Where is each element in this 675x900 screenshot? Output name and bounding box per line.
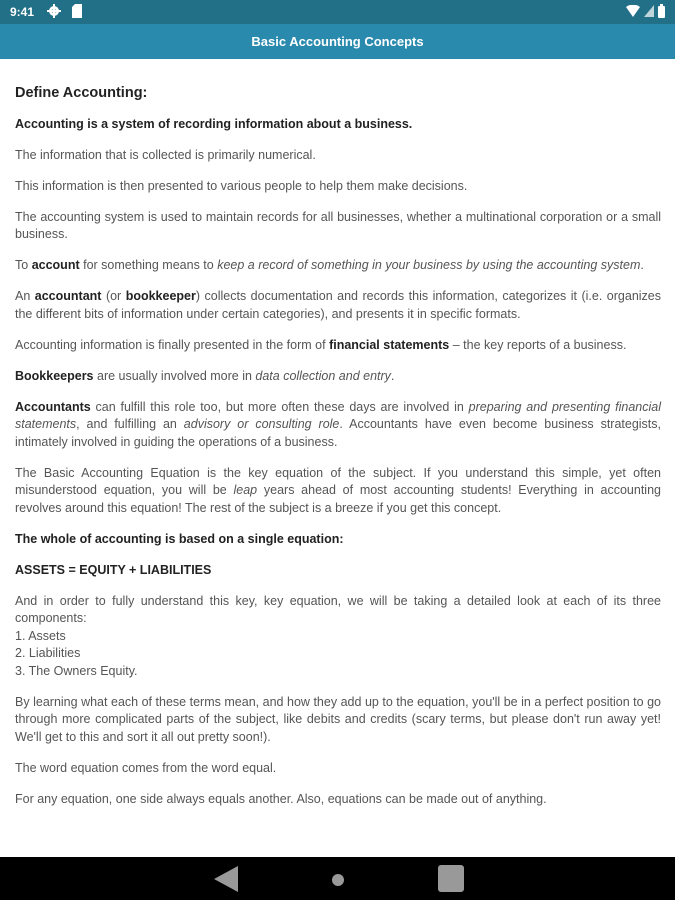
recents-button[interactable] <box>438 865 464 892</box>
list-item: 3. The Owners Equity. <box>15 663 138 678</box>
page-title: Basic Accounting Concepts <box>251 34 424 49</box>
paragraph <box>15 465 661 518</box>
paragraph <box>15 257 661 275</box>
signal-icon <box>644 5 654 17</box>
text: . <box>390 368 395 383</box>
paragraph <box>15 337 661 355</box>
paragraph: The information that is collected is primarily numerical. <box>15 147 316 162</box>
status-bar <box>0 0 675 24</box>
text: (or <box>101 289 126 303</box>
bold-text: bookkeeper <box>125 289 196 303</box>
text: And in order to fully understand this key, key equation, we will be taking a detailed look at each of its three components: <box>15 593 661 625</box>
text: . <box>640 258 644 272</box>
navigation-bar <box>0 857 675 900</box>
paragraph: This information is then presented to various people to help them make decisions. <box>15 178 468 193</box>
text: can fulfill this role too, but more often these days are involved in <box>90 399 469 414</box>
status-icons <box>626 4 665 18</box>
italic-text: leap <box>233 483 258 497</box>
text: for something means to <box>79 258 218 272</box>
text: An <box>15 289 35 303</box>
section-heading: Define Accounting: <box>15 85 148 101</box>
battery-icon <box>658 4 665 18</box>
italic-text: keep a record of something in your business by using the accounting system <box>217 258 641 272</box>
italic-text: preparing and presenting financial statements <box>15 399 661 431</box>
text: To <box>15 258 32 272</box>
bold-text: account <box>31 258 80 272</box>
home-button[interactable] <box>332 874 344 886</box>
paragraph: Accounting is a system of recording information about a business. <box>15 116 413 131</box>
list-item: 1. Assets <box>15 628 66 643</box>
bold-text: Accountants <box>15 399 91 414</box>
back-button[interactable] <box>214 866 238 892</box>
paragraph: By learning what each of these terms mean, and how they add up to the equation, you'll be in a perfect position to go through more complicated parts of the subject, like debits and credits (scary terms, but please don't run away yet! We'll get to this and sort it all out pretty soon!). <box>15 694 661 744</box>
text: are usually involved more in <box>93 368 256 383</box>
article-content <box>15 85 661 822</box>
text: – the key reports of a business. <box>449 337 627 352</box>
paragraph <box>15 399 661 452</box>
text: ) collects documentation and records this information, categorizes it (i.e. organizes the different bits of information under certain categories), and presents it in specific formats. <box>15 289 662 321</box>
text: . Accountants have even become business strategists, intimately involved in guiding the operations of a business. <box>15 417 662 449</box>
paragraph: The accounting system is used to maintain records for all businesses, whether a multinational corporation or a small business. <box>15 209 661 241</box>
text: The Basic Accounting Equation is the key equation of the subject. If you understand this simple, yet often misunderstood equation, you will be <box>15 465 661 497</box>
equation: ASSETS = EQUITY + LIABILITIES <box>15 562 212 577</box>
bold-text: accountant <box>34 289 102 303</box>
text: , and fulfilling an <box>76 417 184 431</box>
status-time: 9:41 <box>10 5 35 19</box>
paragraph <box>15 593 661 681</box>
bold-text: financial statements <box>329 337 450 352</box>
text: Accounting information is finally presented in the form of <box>15 337 330 352</box>
paragraph <box>15 288 661 323</box>
wifi-icon <box>626 5 640 17</box>
bold-text: Bookkeepers <box>15 368 94 383</box>
italic-text: advisory or consulting role <box>183 417 340 431</box>
paragraph: The word equation comes from the word equal. <box>15 760 277 775</box>
app-bar <box>0 24 675 59</box>
paragraph: The whole of accounting is based on a single equation: <box>15 531 344 546</box>
italic-text: data collection and entry <box>255 368 391 383</box>
gear-icon <box>47 4 61 18</box>
sd-card-icon <box>72 4 82 18</box>
list-item: 2. Liabilities <box>15 646 81 660</box>
paragraph <box>15 368 661 386</box>
text: years ahead of most accounting students! Everything in accounting revolves around this equation! The rest of the subject is a breeze if you get this concept. <box>15 483 661 515</box>
paragraph: For any equation, one side always equals another. Also, equations can be made out of anything. <box>15 791 547 806</box>
